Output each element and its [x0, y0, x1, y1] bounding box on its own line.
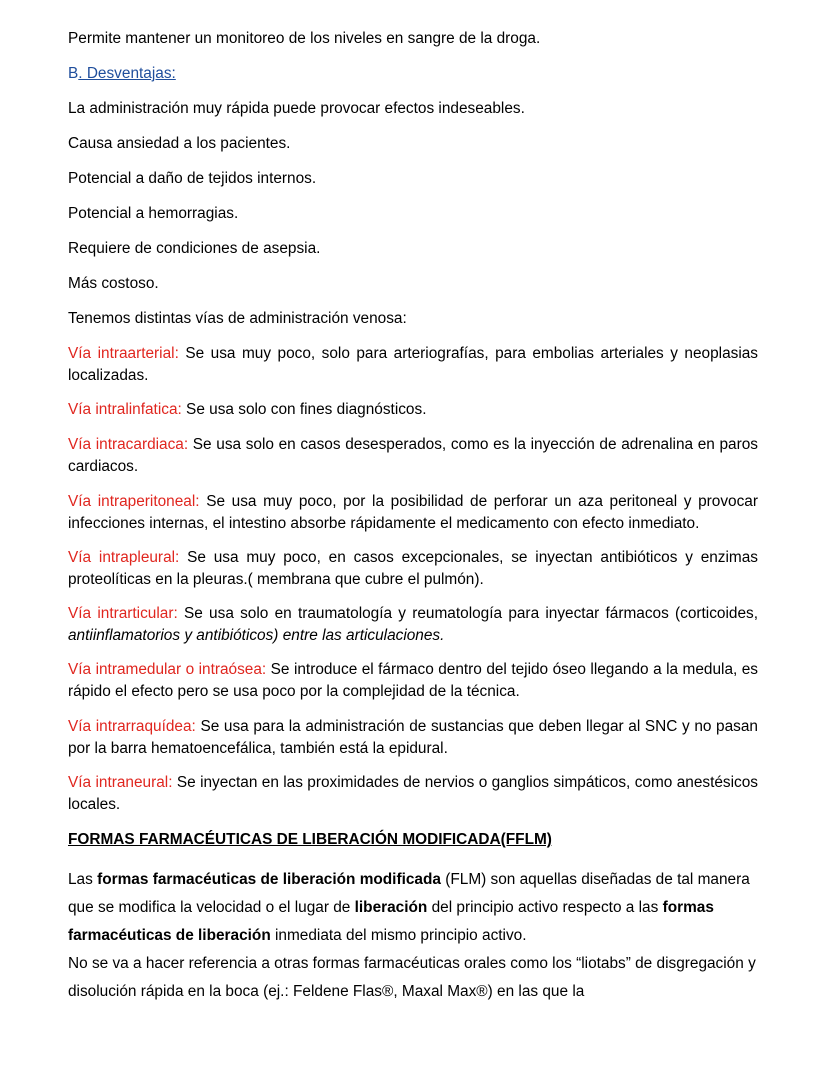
ffm-text: Las	[68, 871, 98, 888]
route-term: Vía intraneural:	[68, 774, 173, 791]
disadvantage-item: Requiere de condiciones de asepsia.	[68, 240, 321, 257]
route-intrapleural	[68, 547, 758, 591]
disadvantage-item: Potencial a hemorragias.	[68, 205, 239, 222]
route-intrarticular	[68, 603, 758, 647]
route-term: Vía intrarticular:	[68, 605, 178, 622]
route-italic-text: antiinflamatorios y antibióticos) entre las articulaciones.	[68, 627, 445, 644]
ffm-bold-term: liberación	[354, 899, 428, 916]
ffm-paragraph	[68, 866, 758, 950]
disadvantage-item: Causa ansiedad a los pacientes.	[68, 135, 291, 152]
route-text: Se usa muy poco, por la posibilidad de perforar un aza peritoneal y provocar infecciones internas, el intestino absorbe rápidamente el medicamento con efecto inmediato.	[68, 493, 758, 532]
route-text: Se usa solo con fines diagnósticos.	[181, 401, 427, 418]
route-term: Vía intrarraquídea:	[68, 718, 196, 735]
route-text: Se usa muy poco, solo para arteriografías, para embolias arteriales y neoplasias localizadas.	[68, 345, 758, 384]
route-intramedular	[68, 659, 758, 703]
route-term: Vía intracardiaca:	[68, 436, 189, 453]
route-text: Se usa solo en traumatología y reumatología para inyectar fármacos (corticoides,	[177, 605, 758, 622]
routes-intro: Tenemos distintas vías de administración venosa:	[68, 310, 407, 327]
intro-line: Permite mantener un monitoreo de los niveles en sangre de la droga.	[68, 30, 541, 47]
route-intraarterial	[68, 343, 758, 387]
route-intraneural	[68, 772, 758, 816]
route-term: Vía intramedular o intraósea:	[68, 661, 267, 678]
ffm-heading: FORMAS FARMACÉUTICAS DE LIBERACIÓN MODIFICADA(FFLM)	[68, 831, 552, 848]
ffm-text: del principio activo respecto a las	[427, 899, 663, 916]
route-text: Se usa solo en casos desesperados, como es la inyección de adrenalina en paros cardiacos.	[68, 436, 758, 475]
route-term: Vía intralinfatica:	[68, 401, 182, 418]
route-term: Vía intraarterial:	[68, 345, 179, 362]
disadvantage-item: Potencial a daño de tejidos internos.	[68, 170, 317, 187]
route-intracardiaca	[68, 434, 758, 478]
route-intrarraquidea	[68, 716, 758, 760]
route-intraperitoneal	[68, 491, 758, 535]
route-text: Se introduce el fármaco dentro del tejido óseo llegando a la medula, es rápido el efecto pero se usa poco por la complejidad de la técnica.	[68, 661, 759, 700]
route-text: Se usa muy poco, en casos excepcionales, se inyectan antibióticos y enzimas proteolíticas en la pleuras.( membrana que cubre el pulmón).	[68, 549, 758, 588]
route-text: Se usa para la administración de sustancias que deben llegar al SNC y no pasan por la barra hematoencefálica, también está la epidural.	[68, 718, 758, 757]
route-term: Vía intraperitoneal:	[68, 493, 200, 510]
ffm-bold-term: formas farmacéuticas de liberación	[68, 899, 714, 944]
ffm-text: (FLM) son aquellas diseñadas de tal manera que se modifica la velocidad o el lugar de	[68, 871, 750, 916]
route-term: Vía intrapleural:	[68, 549, 180, 566]
route-text: Se inyectan en las proximidades de nervios o ganglios simpáticos, como anestésicos locales.	[68, 774, 758, 813]
ffm-bold-term: formas farmacéuticas de liberación modificada	[97, 871, 441, 888]
ffm-text: inmediata del mismo principio activo.	[270, 927, 527, 944]
section-b-prefix: B	[68, 65, 79, 82]
section-b-label[interactable]: . Desventajas:	[78, 65, 176, 82]
disadvantage-item: La administración muy rápida puede provocar efectos indeseables.	[68, 100, 525, 117]
route-intralinfatica	[68, 399, 758, 421]
section-b-heading[interactable]	[68, 63, 758, 85]
disadvantage-item: Más costoso.	[68, 275, 159, 292]
ffm-paragraph-2: No se va a hacer referencia a otras formas farmacéuticas orales como los “liotabs” de disgregación y disolución rápida en la boca (ej.: Feldene Flas®, Maxal Max®) en las que la	[68, 955, 756, 1000]
